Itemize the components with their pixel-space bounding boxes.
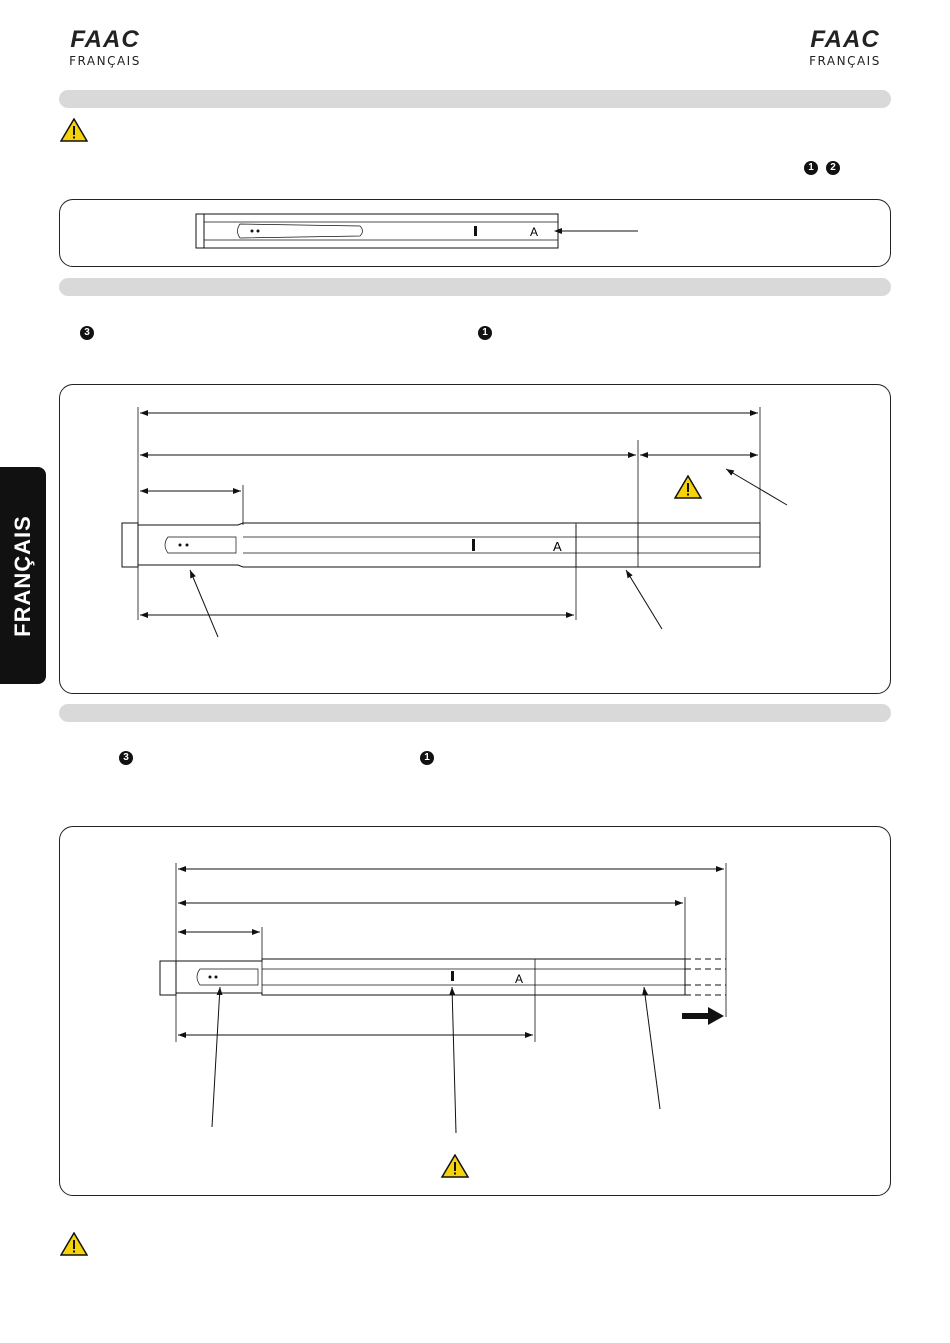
dimension-drawing-2 bbox=[60, 385, 890, 693]
step-badge-2: 2 bbox=[826, 161, 840, 175]
logo-left bbox=[50, 28, 160, 68]
side-tab-label: FRANÇAIS bbox=[10, 514, 35, 637]
bar-label-a: A bbox=[515, 972, 524, 986]
language-side-tab bbox=[0, 467, 46, 684]
bar-label-a: A bbox=[530, 225, 539, 239]
brand-logo: FAAC bbox=[810, 26, 880, 53]
figure-panel-2 bbox=[59, 384, 891, 694]
step-badge-1: 1 bbox=[804, 161, 818, 175]
step-badge-3b: 3 bbox=[119, 751, 133, 765]
figure-panel-1 bbox=[59, 199, 891, 267]
section-header-bar-1 bbox=[59, 90, 891, 108]
profile-drawing-1 bbox=[60, 200, 890, 266]
warning-icon bbox=[441, 1154, 469, 1178]
figure-panel-3 bbox=[59, 826, 891, 1196]
warning-icon bbox=[674, 475, 702, 499]
language-label: FRANÇAIS bbox=[69, 54, 141, 68]
warning-icon bbox=[60, 118, 88, 142]
logo-right bbox=[790, 28, 900, 68]
step-badge-1b: 1 bbox=[478, 326, 492, 340]
brand-logo: FAAC bbox=[70, 26, 140, 53]
step-badge-3: 3 bbox=[80, 326, 94, 340]
dimension-drawing-3 bbox=[60, 827, 890, 1195]
bar-label-a: A bbox=[553, 539, 562, 554]
language-label: FRANÇAIS bbox=[809, 54, 881, 68]
step-badge-1c: 1 bbox=[420, 751, 434, 765]
section-header-bar-2 bbox=[59, 278, 891, 296]
section-header-bar-3 bbox=[59, 704, 891, 722]
warning-icon bbox=[60, 1232, 88, 1256]
arrow-right-icon bbox=[682, 1007, 724, 1025]
